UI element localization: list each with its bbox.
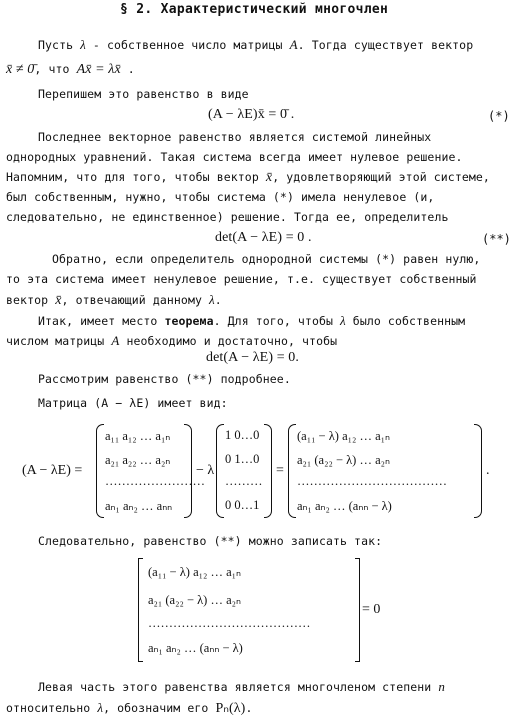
equation-1-label: (*) <box>488 109 510 123</box>
degree-n: n <box>438 679 445 694</box>
lambda-symbol: λ <box>209 292 215 307</box>
det-row-2: a₂₁ (a₂₂ − λ) … a₂ₙ <box>148 593 241 607</box>
p9-text-c: , обозначим его <box>103 701 209 715</box>
matrix-e <box>216 424 272 518</box>
p8-line: Следовательно, равенство (**) можно записать так: <box>38 534 383 548</box>
left-paren <box>96 424 104 518</box>
p4-line1: Обратно, если определитель однородной системы (*) равен нулю, <box>52 252 481 266</box>
p5-line2 <box>6 333 337 349</box>
lambda-symbol: λ <box>97 700 104 715</box>
vector-x: x̄ <box>55 293 62 308</box>
equation-1: (A − λE)x̄ = 0̄ . <box>208 107 295 122</box>
det-row-1: (a₁₁ − λ) a₁₂ … a₁ₙ <box>148 565 241 579</box>
matrix-e-row-3: ……… <box>225 474 263 488</box>
p5-text-a: Итак, имеет место <box>38 314 158 328</box>
p6-line: Рассмотрим равенство (**) подробнее. <box>38 372 291 386</box>
p5-text-b: . Для того, чтобы <box>213 314 334 328</box>
vector-nonzero: x̄ ≠ 0̄ <box>6 62 35 77</box>
right-paren <box>474 424 482 518</box>
p1-text-b: - собственное число матрицы <box>85 38 283 52</box>
p1-text-a: Пусть <box>38 38 74 52</box>
p9-dot: . <box>245 701 253 715</box>
matrix-symbol: A <box>111 333 120 348</box>
p3-line3 <box>6 170 490 185</box>
det-rhs: = 0 <box>362 602 381 617</box>
p7-line: Матрица (A − λE) имеет вид: <box>38 396 228 410</box>
p3-line2: однородных уравнений. Такая система всегда имеет нулевое решение. <box>6 150 463 164</box>
p4-text-a: вектор <box>6 293 49 307</box>
p9-text-a: Левая часть этого равенства является многочленом степени <box>38 680 432 694</box>
equation-2: det(A − λE) = 0 . <box>215 230 312 245</box>
p9-text-b: относительно <box>6 701 91 715</box>
p5-text-e: необходимо и достаточно, чтобы <box>119 334 338 348</box>
right-paren <box>184 424 192 518</box>
bigeq-minus-lambda: − λ <box>196 463 215 478</box>
matrix-a-minus-lambda <box>288 424 482 518</box>
bigeq-end: . <box>486 463 490 478</box>
matrix-a-row-2: a₂₁ a₂₂ … a₂ₙ <box>105 453 171 467</box>
eigen-relation: Ax̄ = λx̄ <box>76 62 121 77</box>
lambda-symbol: λ <box>340 313 346 328</box>
p2-line: Перепишем это равенство в виде <box>38 87 249 101</box>
matrix-a-row-1: a₁₁ a₁₂ … a₁ₙ <box>105 429 171 443</box>
equation-3: det(A − λE) = 0. <box>206 350 299 365</box>
p1-dot: . <box>120 62 135 76</box>
p1-text-d: , что <box>34 62 70 76</box>
p5-line1 <box>38 313 465 329</box>
p1-line2 <box>6 62 135 77</box>
bigeq-lhs: (A − λE) = <box>22 463 83 478</box>
p9-line2 <box>6 700 252 716</box>
matrix-symbol: A <box>289 37 298 52</box>
lambda-symbol: λ <box>80 37 86 52</box>
p3-line1: Последнее векторное равенство является системой линейных <box>38 130 432 144</box>
p1-text-c: . Тогда существует вектор <box>297 38 474 52</box>
p3-line5: следовательно, не единственное) решение. Тогда ее, определитель <box>6 210 449 224</box>
p3-line4: был собственным, нужно, чтобы система (*) имела ненулевое (и, <box>6 190 435 204</box>
matrix-a <box>96 424 205 518</box>
bigeq-equals: = <box>276 463 284 478</box>
matrix-a-row-4: aₙ₁ aₙ₂ … aₙₙ <box>105 499 173 513</box>
det-row-4: aₙ₁ aₙ₂ … (aₙₙ − λ) <box>148 641 243 655</box>
p4-text-b: , отвечающий данному <box>61 293 202 307</box>
matrix-al-row-4: aₙ₁ aₙ₂ … (aₙₙ − λ) <box>297 499 392 513</box>
matrix-al-row-1: (a₁₁ − λ) a₁₂ … a₁ₙ <box>297 429 390 443</box>
matrix-al-row-2: a₂₁ (a₂₂ − λ) … a₂ₙ <box>297 453 390 467</box>
matrix-e-row-2: 0 1…0 <box>225 452 260 466</box>
p5-text-c: было собственным <box>345 314 466 328</box>
polynomial-symbol: Pₙ(λ) <box>215 701 246 716</box>
right-bar <box>355 558 360 662</box>
p3-text-b: , удовлетворяющий этой системе, <box>272 170 490 184</box>
matrix-e-row-1: 1 0…0 <box>225 428 260 442</box>
left-bar <box>138 558 143 662</box>
left-paren <box>216 424 224 518</box>
equation-2-label: (**) <box>482 232 511 246</box>
p3-text-a: Напомним, что для того, чтобы вектор <box>6 170 259 184</box>
matrix-a-row-3: …………………… <box>105 474 205 488</box>
section-title: § 2. Характеристический многочлен <box>120 2 389 17</box>
p4-dot: . <box>214 293 222 307</box>
right-paren <box>264 424 272 518</box>
p4-line2: то эта система имеет ненулевое решение, т.е. существует собственный <box>6 272 477 286</box>
theorem-word: теорема <box>164 314 214 328</box>
left-paren <box>288 424 296 518</box>
p1-line1 <box>38 37 473 53</box>
p4-line3 <box>6 292 222 308</box>
matrix-al-row-3: ……………………………… <box>297 474 447 488</box>
p5-text-d: числом матрицы <box>6 334 105 348</box>
p9-line1 <box>38 679 445 695</box>
vector-x: x̄ <box>265 170 273 185</box>
det-row-3: ………………………………… <box>148 616 311 630</box>
matrix-e-row-4: 0 0…1 <box>225 498 260 512</box>
determinant-matrix <box>138 558 360 662</box>
